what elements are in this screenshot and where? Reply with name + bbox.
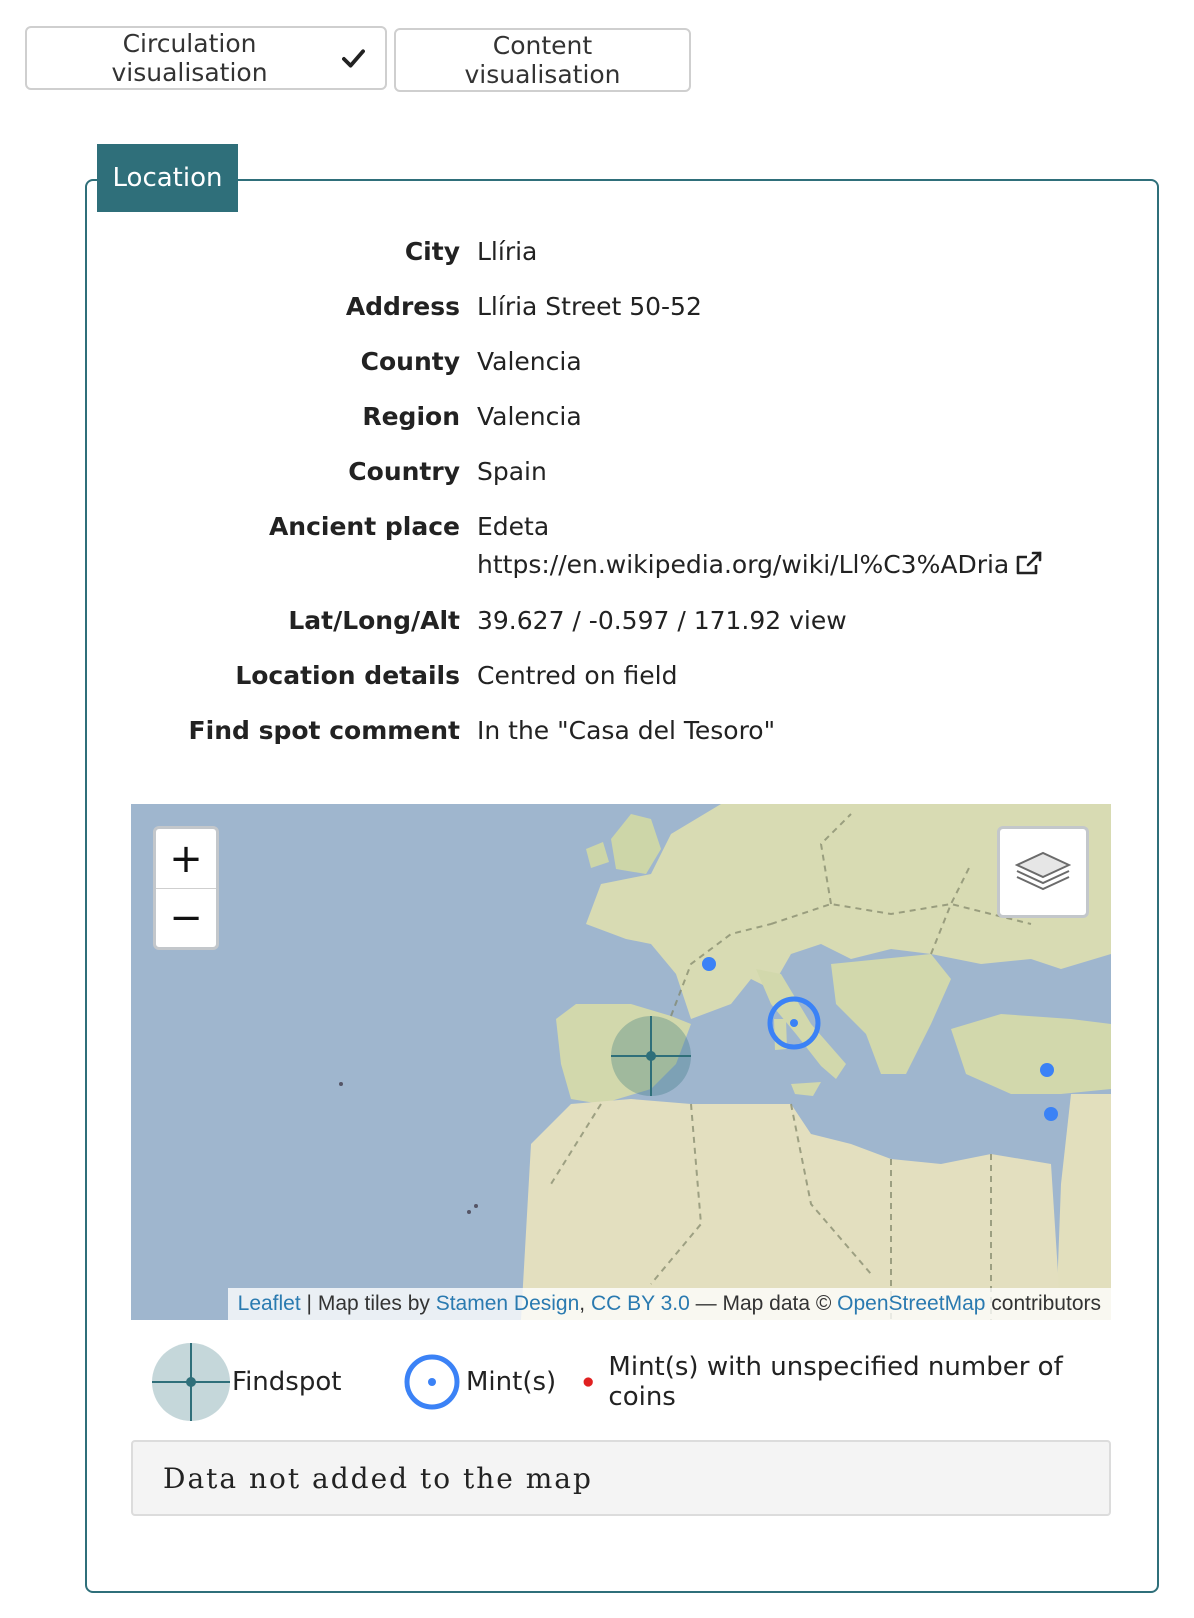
row-address <box>100 292 1150 332</box>
row-ancient-place <box>100 512 1150 592</box>
attribution-sep: | Map tiles by <box>300 1292 436 1315</box>
location-legend: Location <box>97 144 238 212</box>
attribution-mid: — Map data © <box>689 1292 838 1315</box>
find-spot-comment-label: Find spot comment <box>188 716 460 745</box>
zoom-control <box>153 826 219 950</box>
row-city <box>100 237 1150 277</box>
legend-findspot <box>150 1340 341 1424</box>
data-not-added-text: Data not added to the map <box>163 1461 593 1495</box>
content-visualisation-button[interactable] <box>394 28 691 92</box>
lat-long-alt-value <box>477 606 847 635</box>
region-label: Region <box>362 402 460 431</box>
ancient-place-value: Edeta <box>477 512 550 541</box>
ancient-place-label: Ancient place <box>268 512 460 541</box>
red-dot-icon <box>578 1371 598 1393</box>
find-spot-comment-value: In the "Casa del Tesoro" <box>477 716 776 745</box>
lat-long-alt-label: Lat/Long/Alt <box>288 606 460 635</box>
attribution-end: contributors <box>985 1292 1101 1315</box>
zoom-in-button[interactable]: + <box>169 835 203 882</box>
map-tiles <box>131 804 1111 1320</box>
circulation-visualisation-button[interactable] <box>25 26 387 90</box>
coordinates-text: 39.627 / -0.597 / 171.92 <box>477 606 782 635</box>
stamen-link[interactable]: Stamen Design <box>435 1292 580 1315</box>
findspot-marker <box>611 1016 691 1096</box>
circulation-button-label: Circulation visualisation <box>111 29 268 87</box>
map[interactable] <box>131 804 1111 1320</box>
view-link[interactable]: view <box>789 606 847 635</box>
mint-icon <box>402 1352 462 1412</box>
county-value: Valencia <box>477 347 582 376</box>
legend-mint <box>402 1340 556 1424</box>
region-value: Valencia <box>477 402 582 431</box>
ancient-place-link-text: https://en.wikipedia.org/wiki/Ll%C3%ADria <box>477 550 1010 579</box>
city-label: City <box>404 237 460 266</box>
row-find-spot-comment <box>100 716 1150 756</box>
location-details-label: Location details <box>235 661 460 690</box>
license-link[interactable]: CC BY 3.0 <box>590 1292 690 1315</box>
data-not-added-notice <box>131 1440 1111 1516</box>
mint-dot-anatolia <box>1040 1063 1054 1077</box>
address-value: Llíria Street 50-52 <box>477 292 702 321</box>
leaflet-link[interactable]: Leaflet <box>237 1292 301 1315</box>
zoom-out-button[interactable]: − <box>156 888 216 947</box>
mint-dot-gaul <box>702 957 716 971</box>
layers-icon <box>1015 847 1071 897</box>
country-label: Country <box>348 457 460 486</box>
layers-button[interactable] <box>997 826 1089 918</box>
row-location-details <box>100 661 1150 701</box>
row-region <box>100 402 1150 442</box>
findspot-icon <box>150 1341 232 1423</box>
country-value: Spain <box>477 457 547 486</box>
external-link-icon <box>1015 550 1043 576</box>
map-legend <box>150 1340 1100 1424</box>
address-label: Address <box>345 292 460 321</box>
mint-unspecified-legend-label: Mint(s) with unspecified number of coins <box>608 1352 1063 1412</box>
row-lat-long-alt <box>100 606 1150 646</box>
county-label: County <box>360 347 460 376</box>
legend-mint-unspecified <box>578 1340 1100 1424</box>
checkmark-icon <box>342 46 365 70</box>
attribution-comma: , <box>579 1292 591 1315</box>
location-details-value: Centred on field <box>477 661 678 690</box>
content-button-label: Content visualisation <box>464 31 621 89</box>
mint-legend-label: Mint(s) <box>466 1367 557 1397</box>
osm-link[interactable]: OpenStreetMap <box>837 1292 986 1315</box>
mint-dot-levant <box>1044 1107 1058 1121</box>
findspot-legend-label: Findspot <box>232 1367 342 1397</box>
map-attribution <box>228 1288 1111 1320</box>
ancient-place-link[interactable] <box>477 550 1043 579</box>
row-county <box>100 347 1150 387</box>
row-country <box>100 457 1150 497</box>
city-value: Llíria <box>477 237 538 266</box>
